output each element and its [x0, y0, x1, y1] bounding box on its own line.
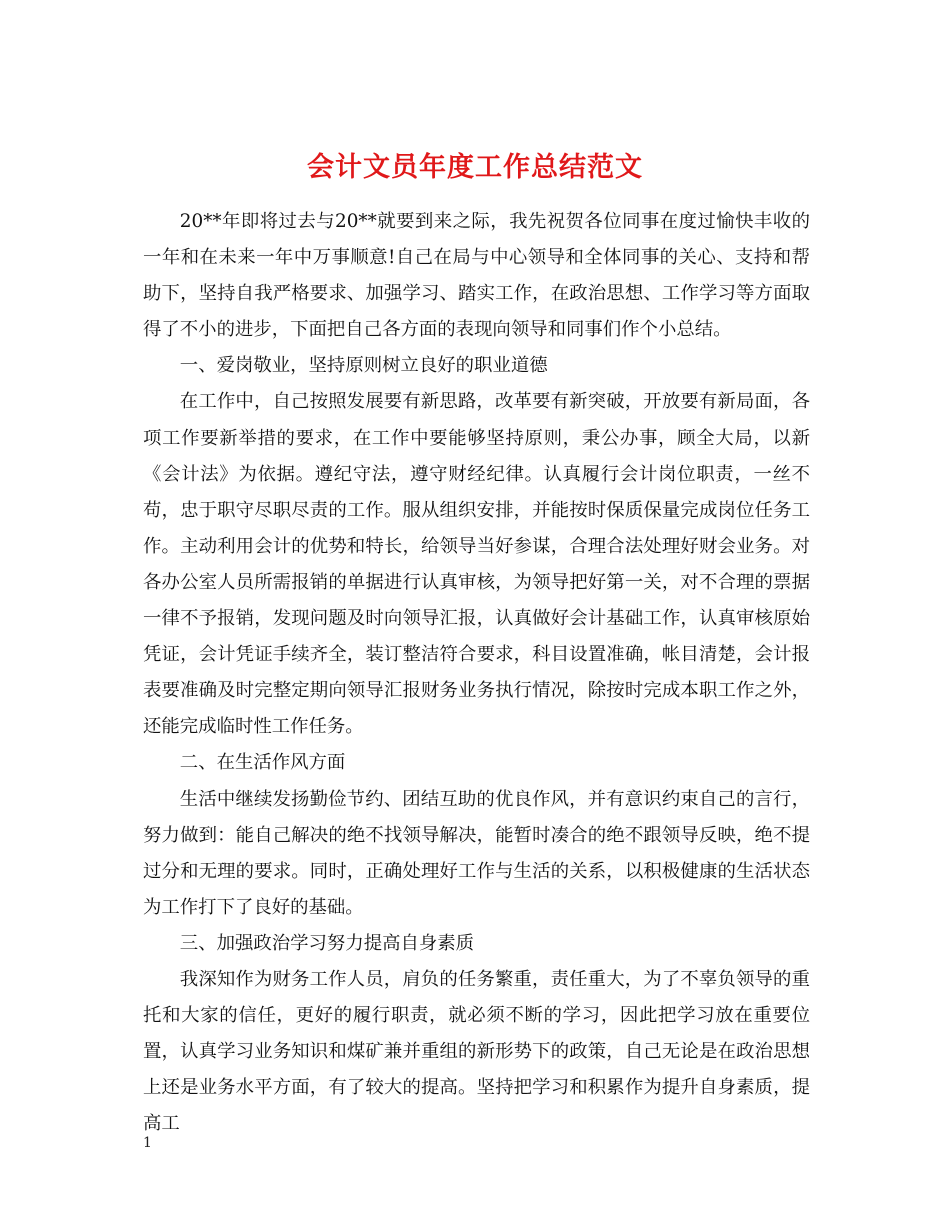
section-3-paragraph: 我深知作为财务工作人员，肩负的任务繁重，责任重大，为了不辜负领导的重托和大家的信任，更好的履行职责，就必须不断的学习，因此把学习放在重要位置，认真学习业务知识和煤矿兼并重组的新形势下的政策，自己无论是在政治思想上还是业务水平方面，有了较大的提高。坚持把学习和积累作为提升自身素质，提高工	[143, 968, 810, 1135]
section-heading-3: 三、加强政治学习努力提高自身素质	[179, 932, 475, 954]
document-title: 会计文员年度工作总结范文	[307, 152, 643, 184]
section-heading-2: 二、在生活作风方面	[179, 752, 346, 774]
page-number: 1	[143, 1135, 152, 1151]
section-2-paragraph: 生活中继续发扬勤俭节约、团结互助的优良作风，并有意识约束自己的言行，努力做到：能自己解决的绝不找领导解决，能暂时凑合的绝不跟领导反映，绝不提过分和无理的要求。同时，正确处理好工作与生活的关系，以积极健康的生活状态为工作打下了良好的基础。	[143, 788, 810, 918]
section-1-paragraph: 在工作中，自己按照发展要有新思路，改革要有新突破，开放要有新局面，各项工作要新举措的要求，在工作中要能够坚持原则，秉公办事，顾全大局，以新《会计法》为依据。遵纪守法，遵守财经纪律。认真履行会计岗位职责，一丝不苟，忠于职守尽职尽责的工作。服从组织安排，并能按时保质保量完成岗位任务工作。主动利用会计的优势和特长，给领导当好参谋，合理合法处理好财会业务。对各办公室人员所需报销的单据进行认真审核，为领导把好第一关，对不合理的票据一律不予报销，发现问题及时向领导汇报，认真做好会计基础工作，认真审核原始凭证，会计凭证手续齐全，装订整洁符合要求，科目设置准确，帐目清楚，会计报表要准确及时完整定期向领导汇报财务业务执行情况，除按时完成本职工作之外，还能完成临时性工作任务。	[143, 391, 810, 738]
section-heading-1: 一、爱岗敬业，坚持原则树立良好的职业道德	[179, 355, 548, 377]
document-body	[143, 204, 810, 1142]
intro-paragraph: 20**年即将过去与20**就要到来之际，我先祝贺各位同事在度过愉快丰收的一年和在未来一年中万事顺意!自己在局与中心领导和全体同事的关心、支持和帮助下，坚持自我严格要求、加强学习、踏实工作，在政治思想、工作学习等方面取得了不小的进步，下面把自己各方面的表现向领导和同事们作个小总结。	[143, 211, 810, 341]
